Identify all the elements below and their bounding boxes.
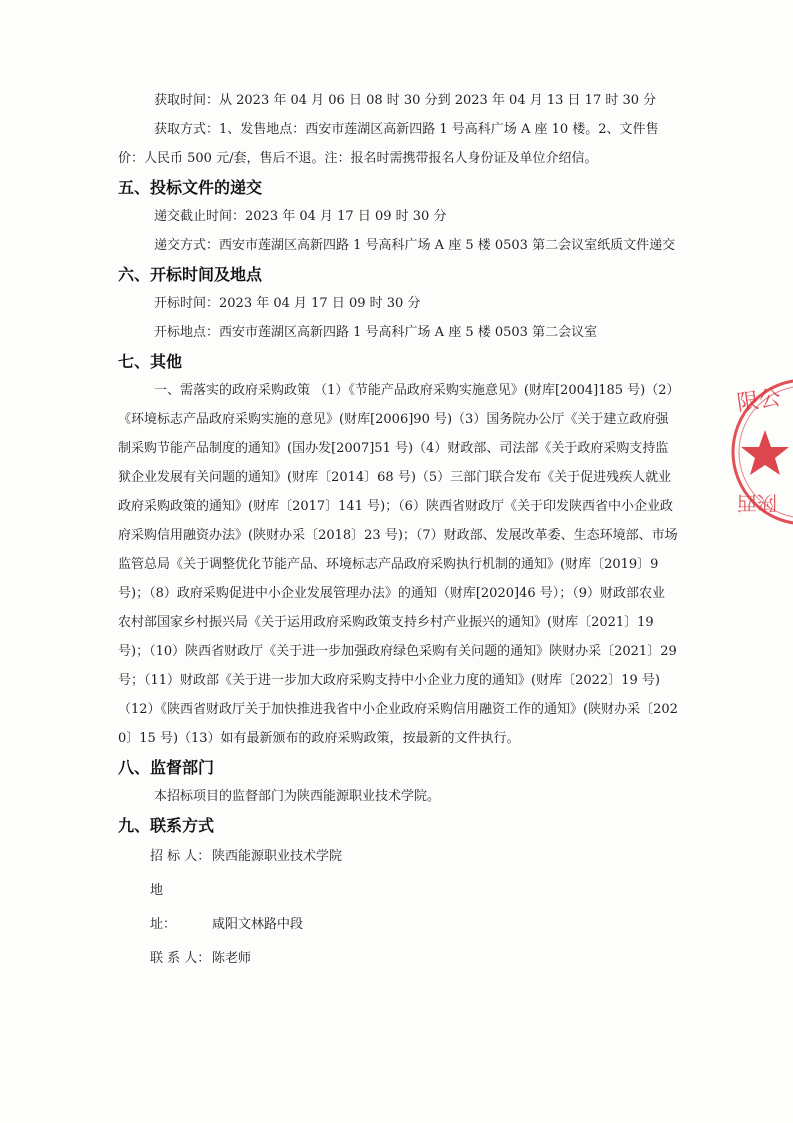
supervision-text: 本招标项目的监督部门为陕西能源职业技术学院。	[154, 789, 441, 804]
contact-label: 地 址：	[150, 883, 190, 932]
contact-value: 咸阳文林路中段	[212, 917, 304, 932]
contact-row-person	[118, 942, 678, 976]
section-heading-contact: 九、联系方式	[118, 816, 215, 835]
submission-deadline: 递交截止时间：2023 年 04 月 17 日 09 时 30 分	[154, 209, 447, 224]
opening-place: 开标地点：西安市莲湖区高新四路 1 号高科广场 A 座 5 楼 0503 第二会议室	[154, 325, 598, 340]
acquire-method: 获取方式：1、发售地点：西安市莲湖区高新四路 1 号高科广场 A 座 10 楼。2、文件售价：人民币 500 元/套，售后不退。注：报名时需携带报名人身份证及单位介绍信。	[118, 122, 659, 166]
svg-text:陕西: 陕西	[737, 491, 777, 515]
section-heading-opening: 六、开标时间及地点	[118, 265, 263, 284]
document-body	[118, 86, 678, 976]
contact-label: 联 系 人：	[150, 951, 211, 966]
svg-text:限公: 限公	[735, 385, 783, 417]
section-heading-other: 七、其他	[118, 352, 183, 371]
contact-row-address	[118, 874, 678, 942]
official-seal	[725, 372, 793, 532]
opening-time: 开标时间：2023 年 04 月 17 日 09 时 30 分	[154, 296, 421, 311]
section-heading-supervision: 八、监督部门	[118, 758, 215, 777]
contact-row-tenderer	[118, 840, 678, 874]
contact-value: 陈老师	[212, 951, 252, 966]
policy-paragraph: 一、需落实的政府采购政策 （1）《节能产品政府采购实施意见》(财库[2004]185 号)（2）《环境标志产品政府采购实施的意见》(财库[2006]90 号)（3）国务院办公厅《关于建立政府强制采购节能产品制度的通知》(国办发[2007]51 号)（4）财政部、司法部《关于政府采购支持监狱企业发展有关问题的通知》(财库〔2014〕68 号)（5）三部门联合发布《关于促进残疾人就业政府采购政策的通知》(财库〔2017〕141 号)；（6）陕西省财政厅《关于印发陕西省中小企业政府采购信用融资办法》(陕财办采〔2018〕23 号)；（7）财政部、发展改革委、生态环境部、市场监管总局《关于调整优化节能产品、环境标志产品政府采购执行机制的通知》(财库〔2019〕9 号)；（8）政府采购促进中小企业发展管理办法》的通知（财库[2020]46 号）；（9）财政部农业农村部国家乡村振兴局《关于运用政府采购政策支持乡村产业振兴的通知》(财库〔2021〕19 号)；（10）陕西省财政厅《关于进一步加强政府绿色采购有关问题的通知》陕财办采〔2021〕29 号；（11）财政部《关于进一步加大政府采购支持中小企业力度的通知》(财库〔2022〕19 号)（12）《陕西省财政厅关于加快推进我省中小企业政府采购信用融资工作的通知》(陕财办采〔2020〕15 号)（13）如有最新颁布的政府采购政策，按最新的文件执行。	[118, 383, 678, 746]
submission-method: 递交方式：西安市莲湖区高新四路 1 号高科广场 A 座 5 楼 0503 第二会议室纸质文件递交	[154, 238, 676, 253]
contact-value: 陕西能源职业技术学院	[212, 849, 343, 864]
section-heading-submission: 五、投标文件的递交	[118, 178, 263, 197]
contact-label: 招 标 人：	[150, 849, 211, 864]
star-icon	[741, 430, 789, 475]
acquire-time: 获取时间：从 2023 年 04 月 06 日 08 时 30 分到 2023 年 04 月 13 日 17 时 30 分	[154, 93, 657, 108]
